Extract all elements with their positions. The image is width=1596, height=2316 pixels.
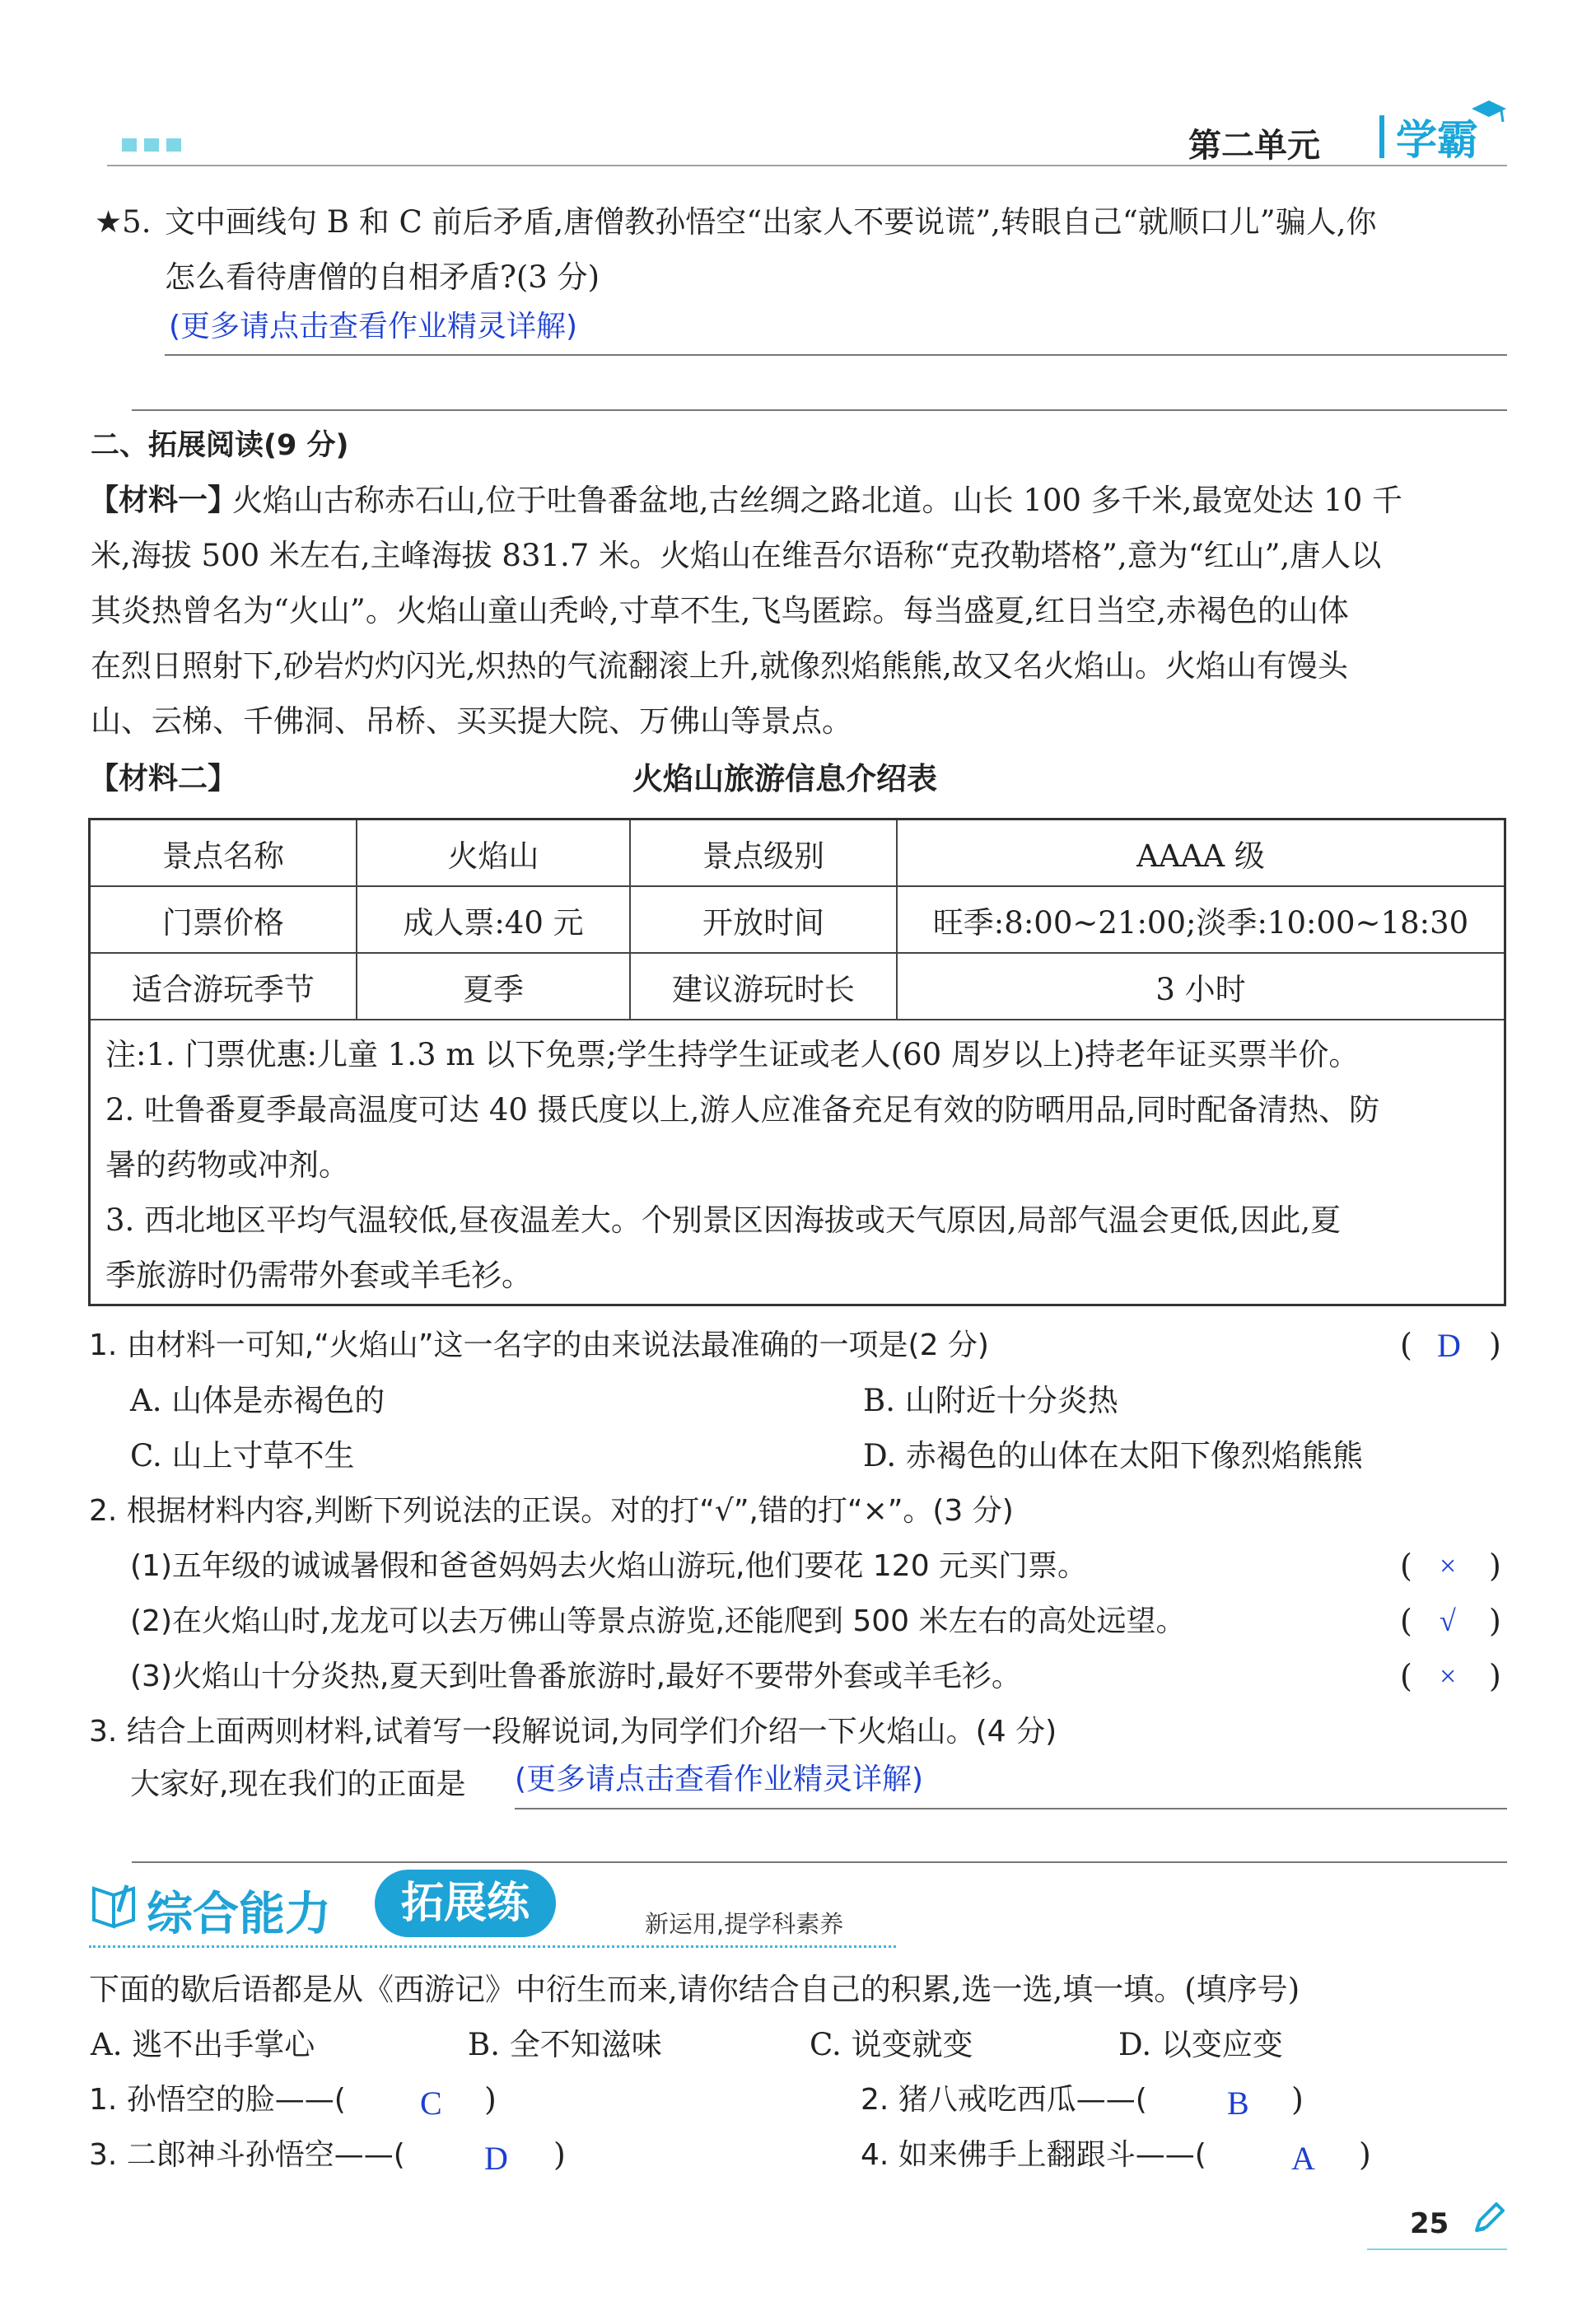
answer-paren: ( <box>1400 1603 1412 1639</box>
note-line: 注:1. 门票优惠:儿童 1.3 m 以下免票;学生持学生证或老人(60 周岁以上)持老年证买票半价。 <box>105 1037 1360 1072</box>
option: D. 赤褐色的山体在太阳下像烈焰熊熊 <box>863 1438 1363 1473</box>
judgement-item: (3)火焰山十分炎热,夏天到吐鲁番旅游时,最好不要带外套或羊毛衫。 <box>130 1660 1021 1693</box>
table-cell: 适合游玩季节 <box>91 953 357 1020</box>
table-row <box>91 953 1504 1020</box>
question-stem: 3. 结合上面两则材料,试着写一段解说词,为同学们介绍一下火焰山。(4 分) <box>89 1715 1057 1749</box>
banner-underline <box>89 1945 896 1948</box>
note-line: 3. 西北地区平均气温较低,昼夜温差大。个别景区因海拔或天气原因,局部气温会更低,因此,夏 <box>105 1202 1342 1238</box>
table-cell: 火焰山 <box>357 820 630 886</box>
table-cell: 景点级别 <box>630 820 897 886</box>
header-decoration <box>122 138 137 152</box>
question-text: 文中画线句 B 和 C 前后矛盾,唐僧教孙悟空“出家人不要说谎”,转眼自己“就顺口儿”骗人,你 <box>165 204 1377 240</box>
table-notes <box>91 1020 1504 1303</box>
table-title: 火焰山旅游信息介绍表 <box>632 761 937 796</box>
table-cell: 夏季 <box>357 953 630 1020</box>
answer-value: C <box>420 2085 442 2122</box>
pencil-icon <box>1470 2201 1506 2237</box>
page-underline <box>1367 2248 1507 2250</box>
section-title: 二、拓展阅读(9 分) <box>91 429 349 462</box>
info-table <box>88 818 1506 1306</box>
answer-value: √ <box>1440 1604 1456 1637</box>
answer-paren: ) <box>553 2136 566 2173</box>
fill-item: 3. 二郎神斗孙悟空——( <box>89 2138 405 2172</box>
answer-line <box>132 409 1507 411</box>
judgement-item: (2)在火焰山时,龙龙可以去万佛山等景点游览,还能爬到 500 米左右的高处远望。 <box>130 1604 1186 1638</box>
section-banner-subtitle: 新运用,提学科素养 <box>645 1910 844 1938</box>
answer-value: D <box>1437 1327 1461 1364</box>
header-decoration <box>144 138 159 152</box>
table-cell: 景点名称 <box>91 820 357 886</box>
answer-paren: ) <box>1359 2136 1371 2173</box>
option: A. 山体是赤褐色的 <box>130 1383 385 1418</box>
table-cell: 旺季:8:00~21:00;淡季:10:00~18:30 <box>897 886 1504 953</box>
material-label: 【材料一】 <box>89 483 238 517</box>
material-text: 在烈日照射下,砂岩灼灼闪光,炽热的气流翻滚上升,就像烈焰熊熊,故又名火焰山。火焰山有馒头 <box>91 648 1349 684</box>
table-cell: 建议游玩时长 <box>630 953 897 1020</box>
fill-item: 1. 孙悟空的脸——( <box>89 2083 346 2117</box>
material-text: 其炎热曾名为“火山”。火焰山童山秃岭,寸草不生,飞鸟匿踪。每当盛夏,红日当空,赤褐色的山体 <box>91 593 1349 628</box>
answer-paren: ( <box>1400 1658 1412 1694</box>
answer-line <box>132 1861 1507 1863</box>
fill-item: 4. 如来佛手上翻跟斗——( <box>861 2138 1206 2172</box>
question-text: 怎么看待唐僧的自相矛盾?(3 分) <box>165 259 600 295</box>
answer-paren: ) <box>1489 1603 1501 1639</box>
answer-paren: ( <box>1400 1548 1412 1584</box>
question-number: ★5. <box>95 204 152 240</box>
answer-lead: 大家好,现在我们的正面是 <box>130 1767 466 1801</box>
book-icon <box>89 1882 138 1930</box>
graduation-cap-icon <box>1470 99 1508 124</box>
note-line: 暑的药物或冲剂。 <box>105 1147 349 1183</box>
table-cell: AAAA 级 <box>897 820 1504 886</box>
question-stem: 1. 由材料一可知,“火焰山”这一名字的由来说法最准确的一项是(2 分) <box>89 1328 989 1362</box>
material-text: 火焰山古称赤石山,位于吐鲁番盆地,古丝绸之路北道。山长 100 多千米,最宽处达 10 千 <box>232 483 1403 518</box>
option: B. 山附近十分炎热 <box>863 1383 1118 1418</box>
answer-paren: ) <box>484 2081 497 2118</box>
page-number: 25 <box>1410 2207 1449 2240</box>
answer-line <box>165 354 1507 356</box>
question-stem: 2. 根据材料内容,判断下列说法的正误。对的打“√”,错的打“×”。(3 分) <box>89 1494 1014 1528</box>
brand-bar <box>1379 115 1384 158</box>
answer-value: D <box>484 2140 508 2177</box>
table-cell: 门票价格 <box>91 886 357 953</box>
section-banner-badge: 拓展练 <box>375 1870 556 1937</box>
unit-title: 第二单元 <box>1188 127 1320 165</box>
table-cell: 成人票:40 元 <box>357 886 630 953</box>
table-cell: 开放时间 <box>630 886 897 953</box>
answer-link[interactable]: (更多请点击查看作业精灵详解) <box>515 1763 924 1796</box>
instruction-text: 下面的歇后语都是从《西游记》中衍生而来,请你结合自己的积累,选一选,填一填。(填序号) <box>89 1972 1300 2007</box>
header-decoration <box>166 138 181 152</box>
table-cell: 3 小时 <box>897 953 1504 1020</box>
material-text: 米,海拔 500 米左右,主峰海拔 831.7 米。火焰山在维吾尔语称“克孜勒塔格”,意为“红山”,唐人以 <box>91 538 1382 573</box>
answer-paren: ) <box>1489 1548 1501 1584</box>
option: C. 山上寸草不生 <box>130 1438 355 1473</box>
answer-value: B <box>1227 2085 1249 2122</box>
answer-paren: ) <box>1489 1658 1501 1694</box>
material-text: 山、云梯、千佛洞、吊桥、买买提大院、万佛山等景点。 <box>91 703 852 739</box>
answer-paren: ) <box>1291 2081 1304 2118</box>
answer-paren: ) <box>1489 1327 1501 1363</box>
answer-value: A <box>1291 2140 1315 2177</box>
judgement-item: (1)五年级的诚诚暑假和爸爸妈妈去火焰山游玩,他们要花 120 元买门票。 <box>130 1549 1088 1583</box>
note-line: 季旅游时仍需带外套或羊毛衫。 <box>105 1258 532 1293</box>
section-banner-title: 综合能力 <box>147 1888 331 1941</box>
note-line: 2. 吐鲁番夏季最高温度可达 40 摄氏度以上,游人应准备充足有效的防晒用品,同时配备清热、防 <box>105 1092 1380 1128</box>
table-row <box>91 820 1504 886</box>
brand-logo: 学霸 <box>1396 116 1478 164</box>
option: D. 以变应变 <box>1118 2027 1283 2062</box>
option: C. 说变就变 <box>810 2027 973 2062</box>
answer-value: × <box>1440 1660 1457 1693</box>
fill-item: 2. 猪八戒吃西瓜——( <box>861 2083 1147 2117</box>
table-row <box>91 886 1504 953</box>
option: A. 逃不出手掌心 <box>91 2027 315 2062</box>
answer-line <box>515 1808 1507 1809</box>
answer-link[interactable]: (更多请点击查看作业精灵详解) <box>169 310 578 343</box>
material-label: 【材料二】 <box>89 762 238 796</box>
answer-value: × <box>1440 1549 1457 1582</box>
option: B. 全不知滋味 <box>468 2027 662 2062</box>
answer-paren: ( <box>1400 1327 1412 1363</box>
